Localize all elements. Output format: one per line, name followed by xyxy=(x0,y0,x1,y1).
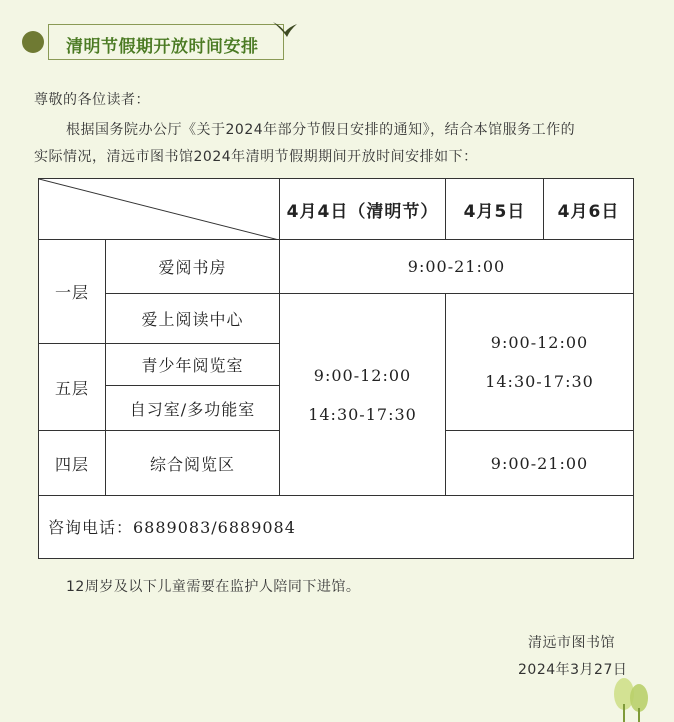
intro-line-2: 实际情况，清远市图书馆2024年清明节假期期间开放时间安排如下： xyxy=(34,149,478,165)
time-apr4-morning: 9:00-12:00 xyxy=(313,365,412,385)
children-note: 12周岁及以下儿童需要在监护人陪同下进馆。 xyxy=(66,579,361,595)
tree-icon xyxy=(612,674,652,722)
header-apr4: 4月4日（清明节） xyxy=(286,201,439,222)
swallow-icon xyxy=(272,20,298,40)
time-general-apr56: 9:00-21:00 xyxy=(490,453,589,473)
time-apr56-afternoon: 14:30-17:30 xyxy=(485,372,594,391)
room-youth: 青少年阅览室 xyxy=(141,356,244,375)
room-general: 综合阅览区 xyxy=(149,454,235,474)
date: 2024年3月27日 xyxy=(518,662,628,678)
intro-line-1: 根据国务院办公厅《关于2024年部分节假日安排的通知》，结合本馆服务工作的 xyxy=(66,122,576,138)
contact-phone: 咨询电话：6889083/6889084 xyxy=(48,518,296,537)
greeting: 尊敬的各位读者： xyxy=(34,92,150,108)
page-title: 清明节假期开放时间安排 xyxy=(66,37,259,57)
floor-label-4: 四层 xyxy=(54,454,89,474)
signature: 清远市图书馆 xyxy=(528,635,615,651)
header-apr5: 4月5日 xyxy=(463,201,526,222)
floor-label-1: 一层 xyxy=(54,283,89,302)
time-aiyue: 9:00-21:00 xyxy=(407,257,506,276)
header-apr6: 4月6日 xyxy=(557,201,620,222)
room-aiyue: 爱阅书房 xyxy=(158,258,227,277)
time-apr56-morning: 9:00-12:00 xyxy=(490,333,589,352)
schedule-table xyxy=(38,178,634,559)
time-apr4-block xyxy=(280,294,445,495)
room-reading-center: 爱上阅读中心 xyxy=(141,310,244,329)
header-diagonal xyxy=(39,179,279,240)
room-study: 自习室/多功能室 xyxy=(129,399,256,419)
title-dot xyxy=(22,31,44,53)
floor-label-5: 五层 xyxy=(54,378,89,398)
time-apr56-block xyxy=(446,294,633,430)
time-apr4-afternoon: 14:30-17:30 xyxy=(308,404,417,424)
